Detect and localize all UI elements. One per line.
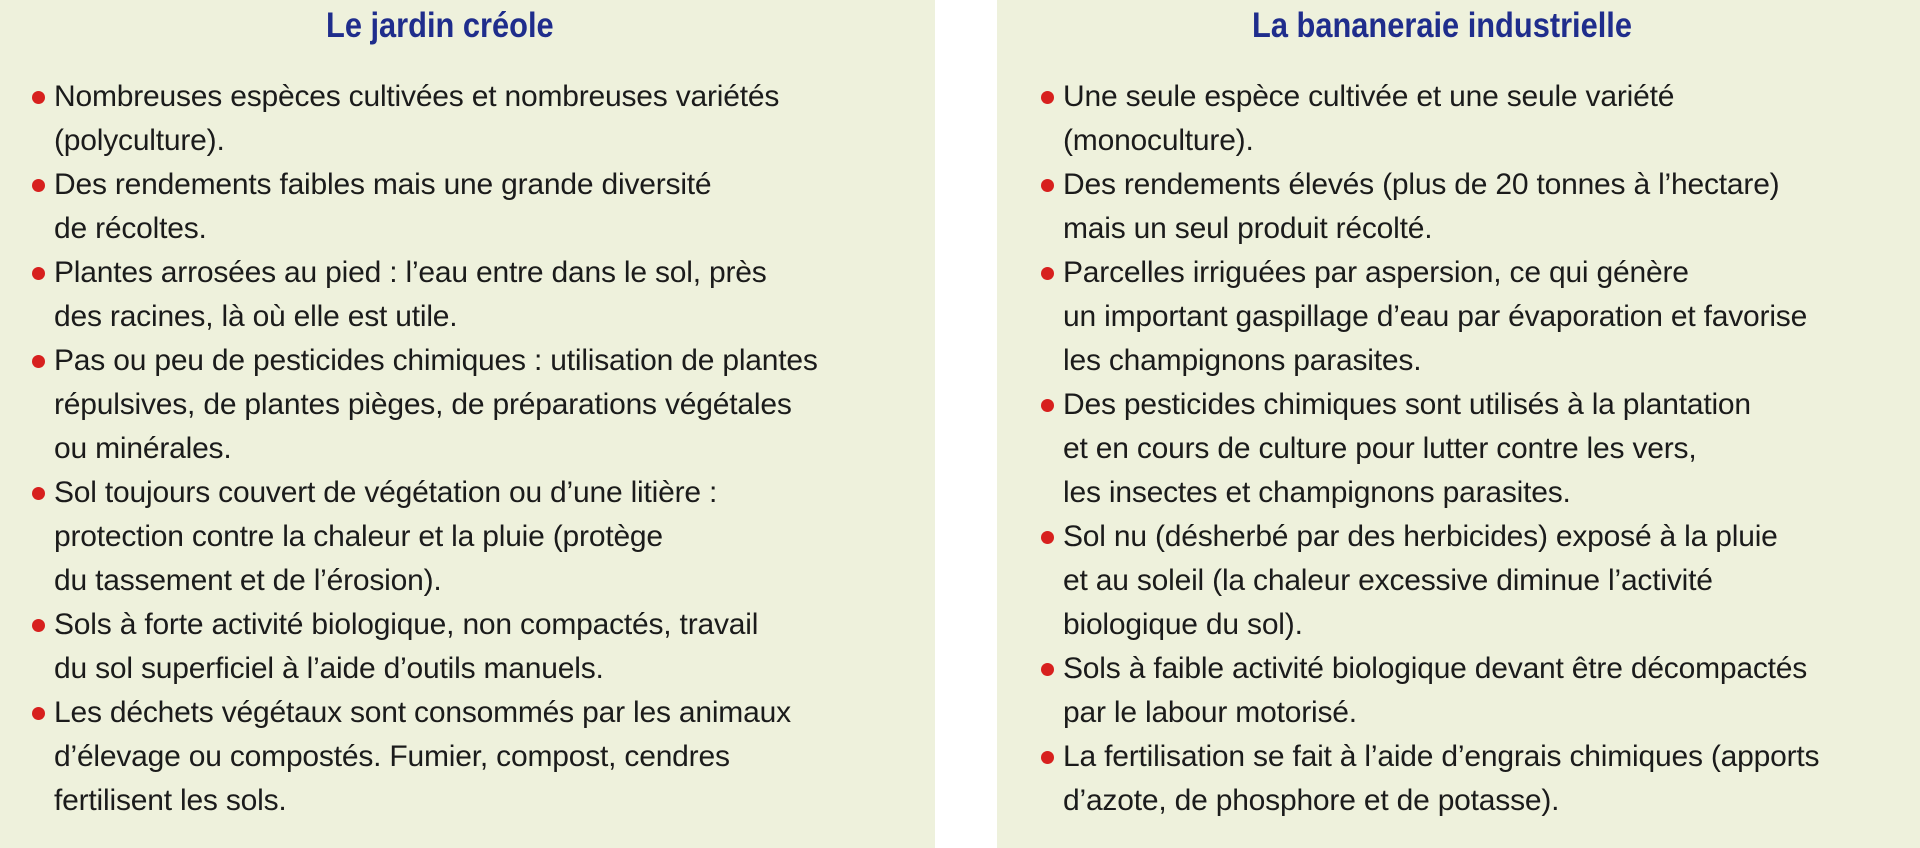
item-text: Parcelles irriguées par aspersion, ce qui génère un important gaspillage d’eau par évaporation et favorise les champignons parasites.	[1063, 256, 1808, 377]
bullet-icon	[32, 619, 45, 632]
creole-garden-title: Le jardin créole	[326, 6, 554, 45]
item-text: Pas ou peu de pesticides chimiques : utilisation de plantes répulsives, de plantes pièges, de préparations végétales ou minérales.	[54, 344, 818, 465]
list-item	[54, 471, 925, 603]
list-item	[1063, 383, 1910, 515]
industrial-banana-list	[1063, 75, 1910, 823]
list-item	[54, 75, 925, 163]
list-item	[54, 603, 925, 691]
item-text: La fertilisation se fait à l’aide d’engrais chimiques (apports d’azote, de phosphore et de potasse).	[1063, 740, 1820, 817]
list-item	[54, 691, 925, 823]
bullet-icon	[32, 91, 45, 104]
list-item	[1063, 735, 1910, 823]
bullet-icon	[1041, 751, 1054, 764]
bullet-icon	[32, 179, 45, 192]
list-item	[1063, 647, 1910, 735]
item-text: Des pesticides chimiques sont utilisés à la plantation et en cours de culture pour lutter contre les vers, les insectes et champignons parasites.	[1063, 388, 1751, 509]
item-text: Sol nu (désherbé par des herbicides) exposé à la pluie et au soleil (la chaleur excessive diminue l’activité biologique du sol).	[1063, 520, 1778, 641]
list-item	[1063, 251, 1910, 383]
item-text: Les déchets végétaux sont consommés par les animaux d’élevage ou compostés. Fumier, compost, cendres fertilisent les sols.	[54, 696, 791, 817]
list-item	[1063, 515, 1910, 647]
list-item	[54, 251, 925, 339]
list-item	[1063, 163, 1910, 251]
list-item	[54, 163, 925, 251]
bullet-icon	[32, 355, 45, 368]
bullet-icon	[1041, 267, 1054, 280]
item-text: Une seule espèce cultivée et une seule variété (monoculture).	[1063, 80, 1675, 157]
creole-garden-list	[54, 75, 925, 823]
bullet-icon	[1041, 179, 1054, 192]
item-text: Des rendements faibles mais une grande diversité de récoltes.	[54, 168, 712, 245]
list-item	[1063, 75, 1910, 163]
bullet-icon	[1041, 399, 1054, 412]
item-text: Des rendements élevés (plus de 20 tonnes à l’hectare) mais un seul produit récolté.	[1063, 168, 1780, 245]
item-text: Plantes arrosées au pied : l’eau entre dans le sol, près des racines, là où elle est utile.	[54, 256, 767, 333]
bullet-icon	[32, 487, 45, 500]
list-item	[54, 339, 925, 471]
item-text: Sol toujours couvert de végétation ou d’une litière : protection contre la chaleur et la pluie (protège du tassement et de l’érosion).	[54, 476, 718, 597]
item-text: Sols à forte activité biologique, non compactés, travail du sol superficiel à l’aide d’outils manuels.	[54, 608, 759, 685]
bullet-icon	[1041, 91, 1054, 104]
bullet-icon	[1041, 663, 1054, 676]
bullet-icon	[1041, 531, 1054, 544]
creole-garden-panel	[0, 0, 935, 848]
item-text: Nombreuses espèces cultivées et nombreuses variétés (polyculture).	[54, 80, 780, 157]
item-text: Sols à faible activité biologique devant être décompactés par le labour motorisé.	[1063, 652, 1808, 729]
bullet-icon	[32, 267, 45, 280]
industrial-banana-panel	[997, 0, 1920, 848]
industrial-banana-title: La bananeraie industrielle	[1252, 6, 1632, 45]
bullet-icon	[32, 707, 45, 720]
